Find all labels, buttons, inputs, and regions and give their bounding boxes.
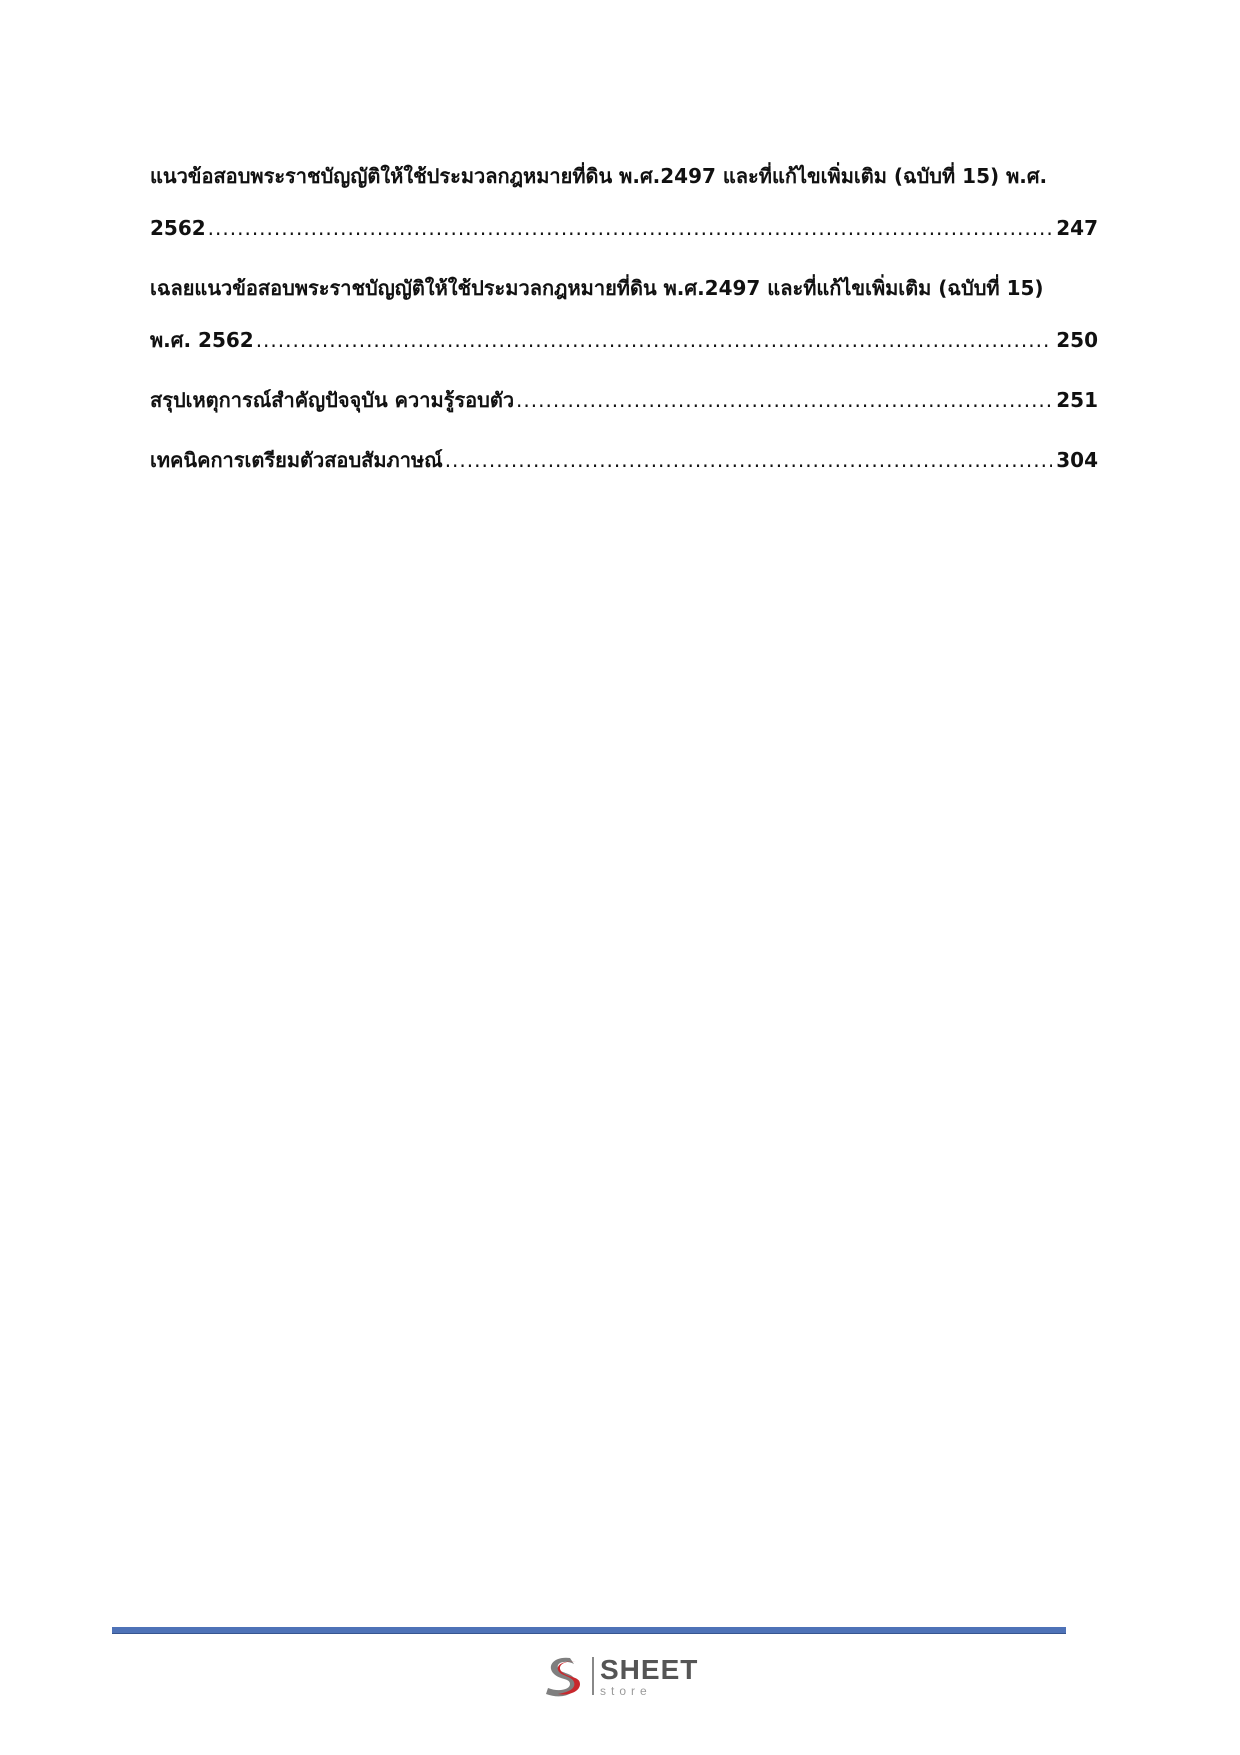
table-of-contents — [150, 150, 1098, 494]
logo-separator — [592, 1657, 594, 1695]
dot-leader — [516, 374, 1052, 426]
logo-wordmark: SHEET — [600, 1653, 699, 1685]
sheet-store-logo-icon — [540, 1652, 588, 1700]
dot-leader — [445, 434, 1053, 486]
dot-leader — [256, 314, 1053, 366]
toc-entry-title-cont: 2562 — [150, 216, 206, 240]
sheet-store-logo — [540, 1652, 698, 1700]
toc-page-number: 251 — [1056, 388, 1098, 412]
footer-divider — [112, 1627, 1066, 1634]
toc-page-number: 304 — [1056, 448, 1098, 472]
toc-entry-title: เฉลยแนวข้อสอบพระราชบัญญัติให้ใช้ประมวลกฎหมายที่ดิน พ.ศ.2497 และที่แก้ไขเพิ่มเติม (ฉบับที่ 15) — [150, 276, 1044, 300]
toc-entry-title: เทคนิคการเตรียมตัวสอบสัมภาษณ์ — [150, 448, 443, 472]
toc-entry[interactable] — [150, 374, 1098, 426]
logo-text — [600, 1653, 699, 1698]
toc-entry-title: สรุปเหตุการณ์สำคัญปัจจุบัน ความรู้รอบตัว — [150, 388, 515, 412]
toc-page-number: 247 — [1056, 216, 1098, 240]
toc-entry-title-cont: พ.ศ. 2562 — [150, 328, 254, 352]
toc-entry-title: แนวข้อสอบพระราชบัญญัติให้ใช้ประมวลกฎหมายที่ดิน พ.ศ.2497 และที่แก้ไขเพิ่มเติม (ฉบับที่ 15) พ.ศ. — [150, 164, 1048, 188]
dot-leader — [208, 202, 1053, 254]
logo-subtext: store — [600, 1683, 652, 1698]
toc-entry[interactable] — [150, 262, 1098, 366]
toc-page-number: 250 — [1056, 328, 1098, 352]
toc-entry[interactable] — [150, 434, 1098, 486]
toc-entry[interactable] — [150, 150, 1098, 254]
